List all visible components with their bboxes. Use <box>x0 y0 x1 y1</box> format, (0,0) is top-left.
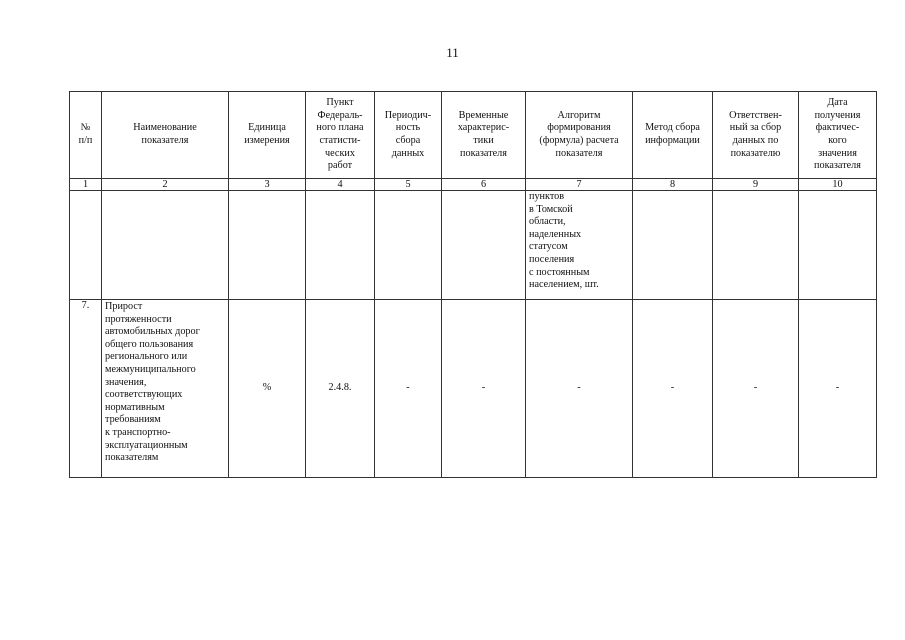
column-number: 1 <box>70 179 102 191</box>
algorithm-value: - <box>526 300 633 478</box>
column-number: 4 <box>306 179 375 191</box>
table-cell <box>799 191 877 300</box>
column-number: 7 <box>526 179 633 191</box>
table-cell <box>102 191 229 300</box>
column-number: 9 <box>713 179 799 191</box>
page-number: 11 <box>446 45 459 60</box>
indicator-name: Прирост протяженности автомобильных дорог общего пользования регионального или межмуниципального значения, соответствующих нормативным требованиям к транспортно- эксплуатационным показателям <box>102 300 229 478</box>
unit-value: % <box>229 300 306 478</box>
plan-item-value: 2.4.8. <box>306 300 375 478</box>
indicator-table <box>69 91 877 478</box>
header-plan-item: Пункт Федераль- ного плана статисти- ческих работ <box>306 92 375 179</box>
header-method: Метод сбора информации <box>633 92 713 179</box>
table-cell <box>375 191 442 300</box>
header-periodicity: Периодич- ность сбора данных <box>375 92 442 179</box>
column-number: 8 <box>633 179 713 191</box>
table-cell <box>70 191 102 300</box>
header-responsible: Ответствен- ный за сбор данных по показателю <box>713 92 799 179</box>
column-number: 2 <box>102 179 229 191</box>
table-cell <box>229 191 306 300</box>
continuation-row <box>70 191 877 300</box>
table-cell <box>306 191 375 300</box>
algorithm-continuation-text: пунктов в Томской области, наделенных статусом поселения с постоянным населением, шт. <box>526 191 633 300</box>
row-number: 7. <box>70 300 102 478</box>
column-number: 5 <box>375 179 442 191</box>
responsible-value: - <box>713 300 799 478</box>
method-value: - <box>633 300 713 478</box>
table-cell <box>442 191 526 300</box>
table-cell <box>633 191 713 300</box>
time-characteristics-value: - <box>442 300 526 478</box>
column-number-row <box>70 179 877 191</box>
table-row <box>70 300 877 478</box>
header-num: № п/п <box>70 92 102 179</box>
header-algorithm: Алгоритм формирования (формула) расчета показателя <box>526 92 633 179</box>
header-time-characteristics: Временные характерис- тики показателя <box>442 92 526 179</box>
periodicity-value: - <box>375 300 442 478</box>
header-name: Наименование показателя <box>102 92 229 179</box>
header-date: Дата получения фактичес- кого значения показателя <box>799 92 877 179</box>
column-number: 3 <box>229 179 306 191</box>
column-number: 10 <box>799 179 877 191</box>
header-row <box>70 92 877 179</box>
header-unit: Единица измерения <box>229 92 306 179</box>
date-value: - <box>799 300 877 478</box>
column-number: 6 <box>442 179 526 191</box>
table-cell <box>713 191 799 300</box>
